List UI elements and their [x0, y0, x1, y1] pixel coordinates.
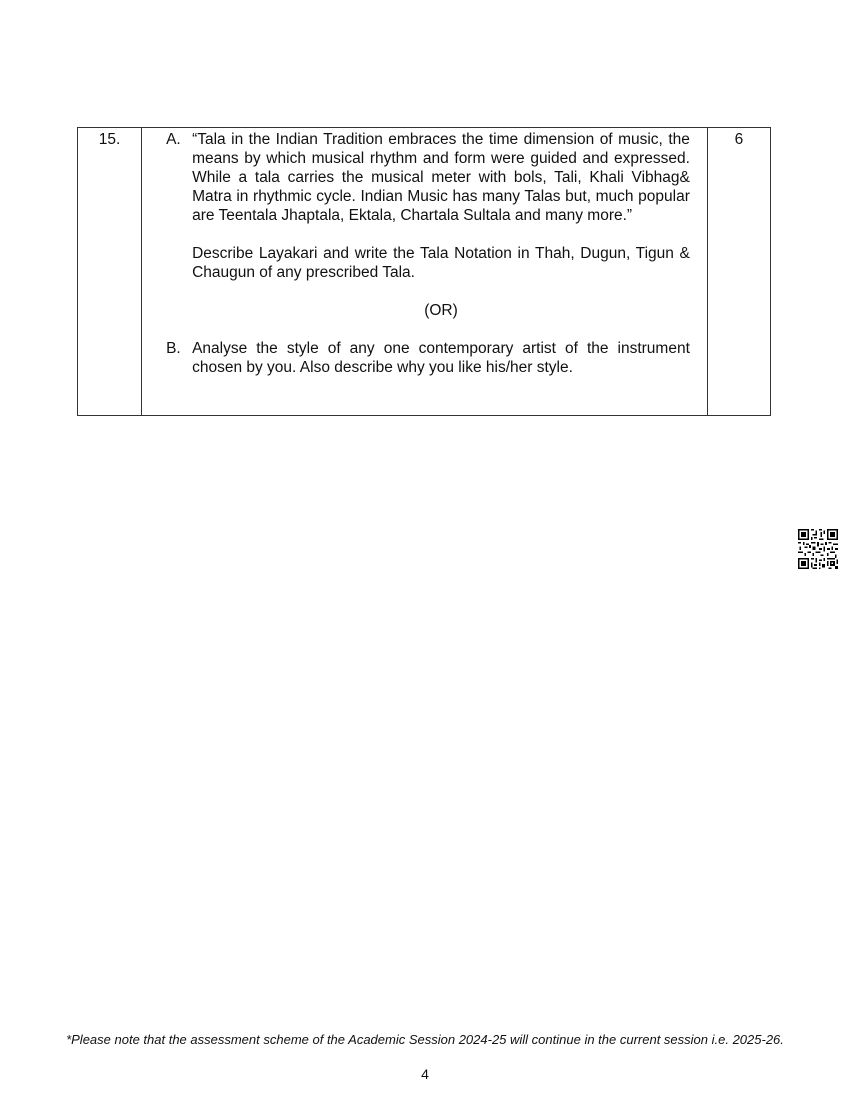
page-number: 4: [421, 1066, 429, 1082]
question-row: [78, 128, 771, 416]
part-a: [166, 130, 690, 282]
part-a-quote: “Tala in the Indian Tradition embraces the time dimension of music, the means by which musical rhythm and form were guided and expressed. While a tala carries the musical meter with bols, Tali, Khali Vibhag& Matra in rhythmic cycle. Indian Music has many Talas but, much popular are Teentala Jhaptala, Ektala, Chartala Sultala and many more.”: [192, 131, 690, 224]
or-divider: (OR): [424, 302, 458, 319]
question-table: [77, 127, 771, 416]
part-b: [166, 339, 690, 377]
part-b-text: Analyse the style of any one contemporary artist of the instrument chosen by you. Also describe why you like his/her style.: [192, 340, 690, 376]
part-b-label: B.: [166, 340, 181, 357]
footnote: *Please note that the assessment scheme of the Academic Session 2024-25 will continue in the current session i.e. 2025-26.: [66, 1032, 784, 1047]
part-a-task: Describe Layakari and write the Tala Notation in Thah, Dugun, Tigun & Chaugun of any prescribed Tala.: [192, 245, 690, 281]
part-a-content: [192, 130, 690, 282]
question-number: 15.: [78, 128, 142, 416]
question-marks: 6: [707, 128, 770, 416]
qr-code-icon: [798, 529, 838, 569]
part-a-label: A.: [166, 131, 181, 148]
question-body: [142, 128, 708, 416]
